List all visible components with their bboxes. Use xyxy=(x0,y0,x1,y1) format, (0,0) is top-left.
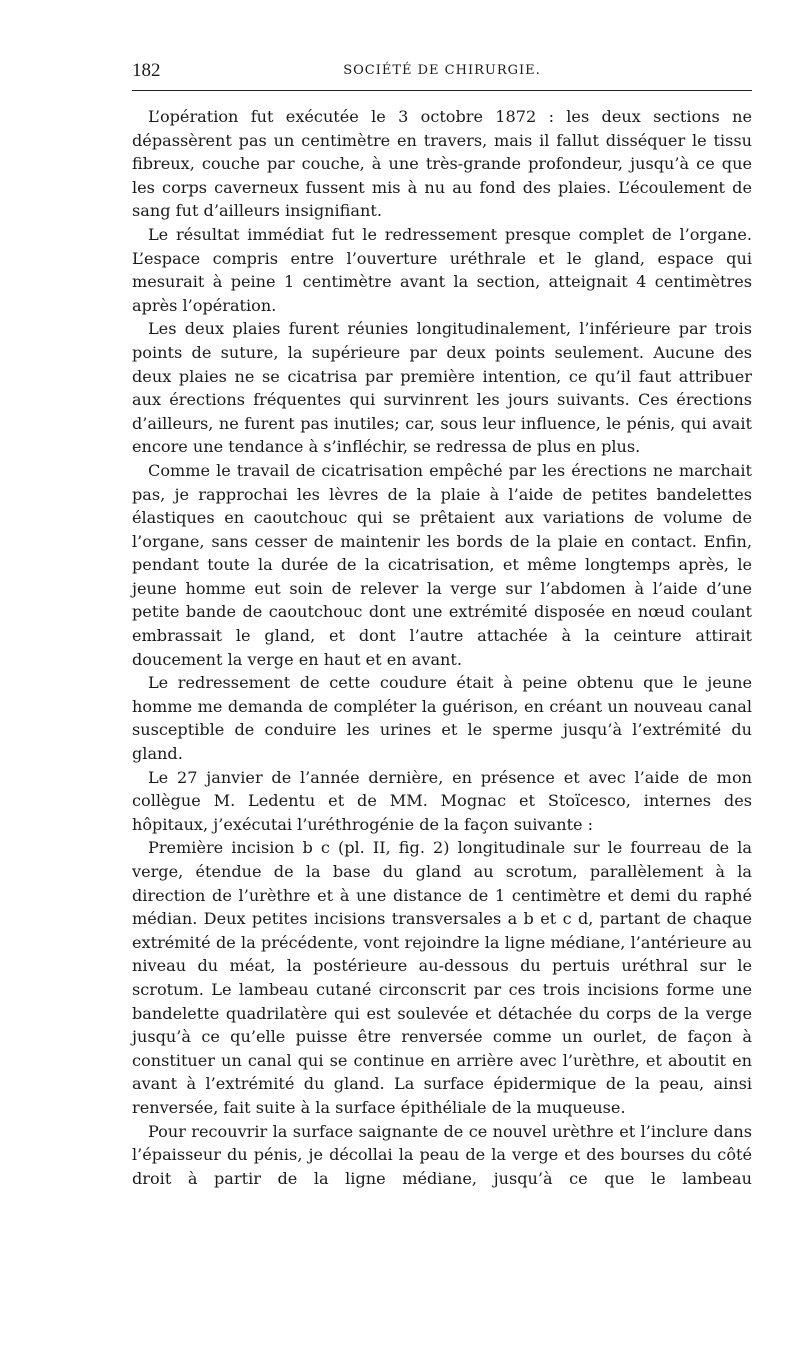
body-text xyxy=(132,105,752,1190)
paragraph: Le redressement de cette coudure était à peine obtenu que le jeune homme me demanda de compléter la guérison, en créant un nouveau canal susceptible de conduire les urines et le sperme jusqu’à l’extrémité du gland. xyxy=(132,673,752,764)
page-header xyxy=(132,60,752,84)
paragraph: Première incision b c (pl. II, fig. 2) longitudinale sur le fourreau de la verge, étendue de la base du gland au scrotum, parallèlement à la direction de l’urèthre et à une distance de 1 centimètre et demi du raphé médian. Deux petites incisions transversales a b et c d, partant de chaque extrémité de la précédente, vont rejoindre la ligne médiane, l’antérieure au niveau du méat, la postérieure au-dessous du pertuis uréthral sur le scrotum. Le lambeau cutané circonscrit par ces trois incisions forme une bandelette quadrilatère qui est soulevée et détachée du corps de la verge jusqu’à ce qu’elle puisse être renversée comme un ourlet, de façon à constituer un canal qui se continue en arrière avec l’urèthre, et aboutit en avant à l’extrémité du gland. La surface épidermique de la peau, ainsi renversée, fait suite à la surface épithéliale de la muqueuse. xyxy=(132,838,752,1117)
running-head: SOCIÉTÉ DE CHIRURGIE. xyxy=(343,63,541,78)
page xyxy=(132,60,752,1190)
paragraph: L’opération fut exécutée le 3 octobre 1872 : les deux sections ne dépassèrent pas un centimètre en travers, mais il fallut disséquer le tissu fibreux, couche par couche, à une très-grande profondeur, jusqu’à ce que les corps caverneux fussent mis à nu au fond des plaies. L’écoulement de sang fut d’ailleurs insignifiant. xyxy=(132,107,752,221)
paragraph: Le 27 janvier de l’année dernière, en présence et avec l’aide de mon collègue M. Ledentu et de MM. Mognac et Stoïcesco, internes des hôpitaux, j’exécutai l’uréthrogénie de la façon suivante : xyxy=(132,767,752,834)
paragraph: Le résultat immédiat fut le redressement presque complet de l’organe. L’espace compris entre l’ouverture uréthrale et le gland, espace qui mesurait à peine 1 centimètre avant la section, atteignait 4 centimètres après l’opération. xyxy=(132,224,752,315)
header-rule xyxy=(132,90,752,91)
paragraph: Comme le travail de cicatrisation empêché par les érections ne marchait pas, je rapprochai les lèvres de la plaie à l’aide de petites bandelettes élastiques en caoutchouc qui se prêtaient aux variations de volume de l’organe, sans cesser de maintenir les bords de la plaie en contact. Enfin, pendant toute la durée de la cicatrisation, et même longtemps après, le jeune homme eut soin de relever la verge sur l’abdomen à l’aide d’une petite bande de caoutchouc dont une extrémité disposée en nœud coulant embrassait le gland, et dont l’autre attachée à la ceinture attirait doucement la verge en haut et en avant. xyxy=(132,460,752,669)
paragraph: Pour recouvrir la surface saignante de ce nouvel urèthre et l’inclure dans l’épaisseur du pénis, je décollai la peau de la verge et des bourses du côté droit à partir de la ligne médiane, jusqu’à ce que le lambeau xyxy=(132,1121,752,1188)
paragraph: Les deux plaies furent réunies longitudinalement, l’inférieure par trois points de suture, la supérieure par deux points seulement. Aucune des deux plaies ne se cicatrisa par première intention, ce qu’il faut attribuer aux érections fréquentes qui survinrent les jours suivants. Ces érections d’ailleurs, ne furent pas inutiles; car, sous leur influence, le pénis, qui avait encore une tendance à s’infléchir, se redressa de plus en plus. xyxy=(132,319,752,457)
page-number: 182 xyxy=(132,60,161,81)
